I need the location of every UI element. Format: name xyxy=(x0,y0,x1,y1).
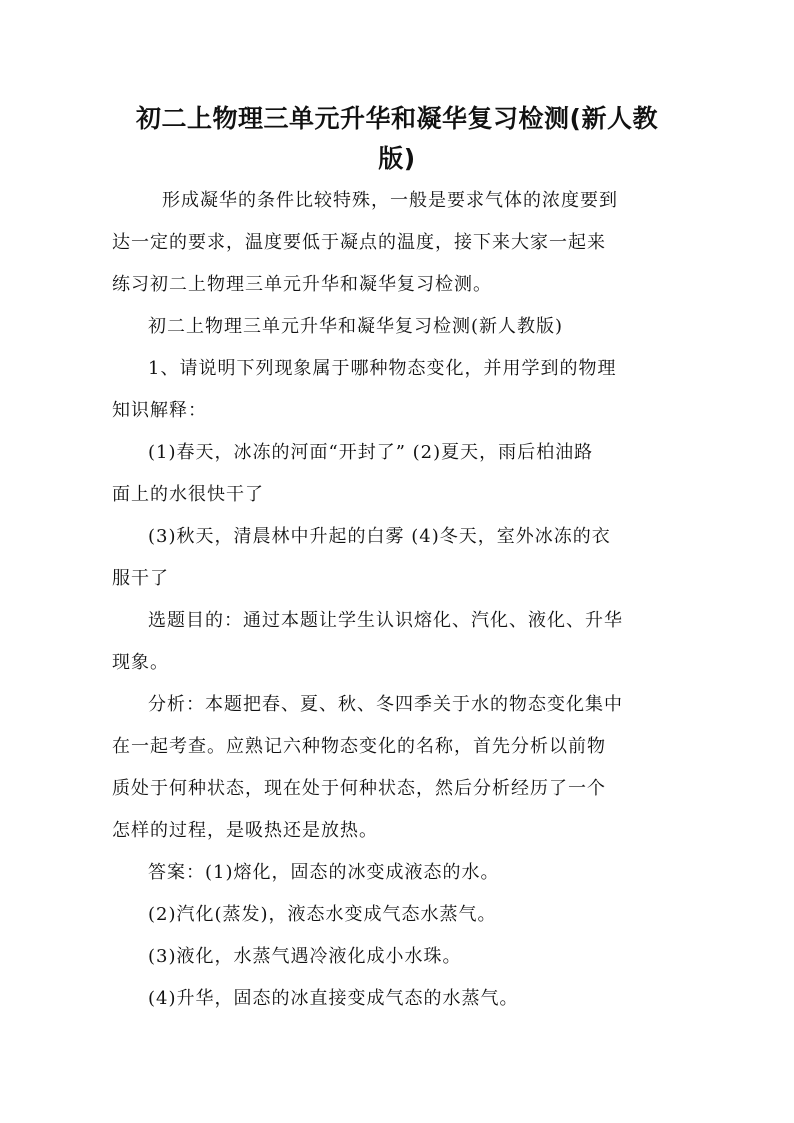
document-title-line1: 初二上物理三单元升华和凝华复习检测(新人教 xyxy=(136,104,658,133)
phenomena-line-1: (1)春天，冰冻的河面“开封了” (2)夏天，雨后柏油路 xyxy=(148,442,594,463)
intro-line-2: 达一定的要求，温度要低于凝点的温度，接下来大家一起来 xyxy=(112,232,606,253)
phenomena-line-3: (3)秋天，清晨林中升起的白雾 (4)冬天，室外冰冻的衣 xyxy=(148,526,611,547)
analysis-line-2: 在一起考查。应熟记六种物态变化的名称，首先分析以前物 xyxy=(112,736,606,757)
analysis-line-3: 质处于何种状态，现在处于何种状态，然后分析经历了一个 xyxy=(112,778,606,799)
answer-line-3: (3)液化，水蒸气遇冷液化成小水珠。 xyxy=(148,946,462,967)
question-line-2: 知识解释： xyxy=(112,400,207,421)
answer-line-1: 答案：(1)熔化，固态的冰变成液态的水。 xyxy=(148,862,500,883)
phenomena-line-4: 服干了 xyxy=(112,568,169,589)
purpose-line-1: 选题目的：通过本题让学生认识熔化、汽化、液化、升华 xyxy=(148,610,623,631)
answer-line-4: (4)升华，固态的冰直接变成气态的水蒸气。 xyxy=(148,988,519,1009)
intro-line-1: 形成凝华的条件比较特殊，一般是要求气体的浓度要到 xyxy=(162,190,618,211)
intro-line-3: 练习初二上物理三单元升华和凝华复习检测。 xyxy=(112,274,492,295)
analysis-line-1: 分析：本题把春、夏、秋、冬四季关于水的物态变化集中 xyxy=(148,694,623,715)
analysis-line-4: 怎样的过程，是吸热还是放热。 xyxy=(112,820,378,841)
phenomena-line-2: 面上的水很快干了 xyxy=(112,484,264,505)
question-line-1: 1、请说明下列现象属于哪种物态变化，并用学到的物理 xyxy=(148,358,617,379)
section-heading: 初二上物理三单元升华和凝华复习检测(新人教版) xyxy=(148,316,564,337)
purpose-line-2: 现象。 xyxy=(112,652,169,673)
answer-line-2: (2)汽化(蒸发)，液态水变成气态水蒸气。 xyxy=(148,904,497,925)
document-title-line2: 版) xyxy=(378,144,416,173)
